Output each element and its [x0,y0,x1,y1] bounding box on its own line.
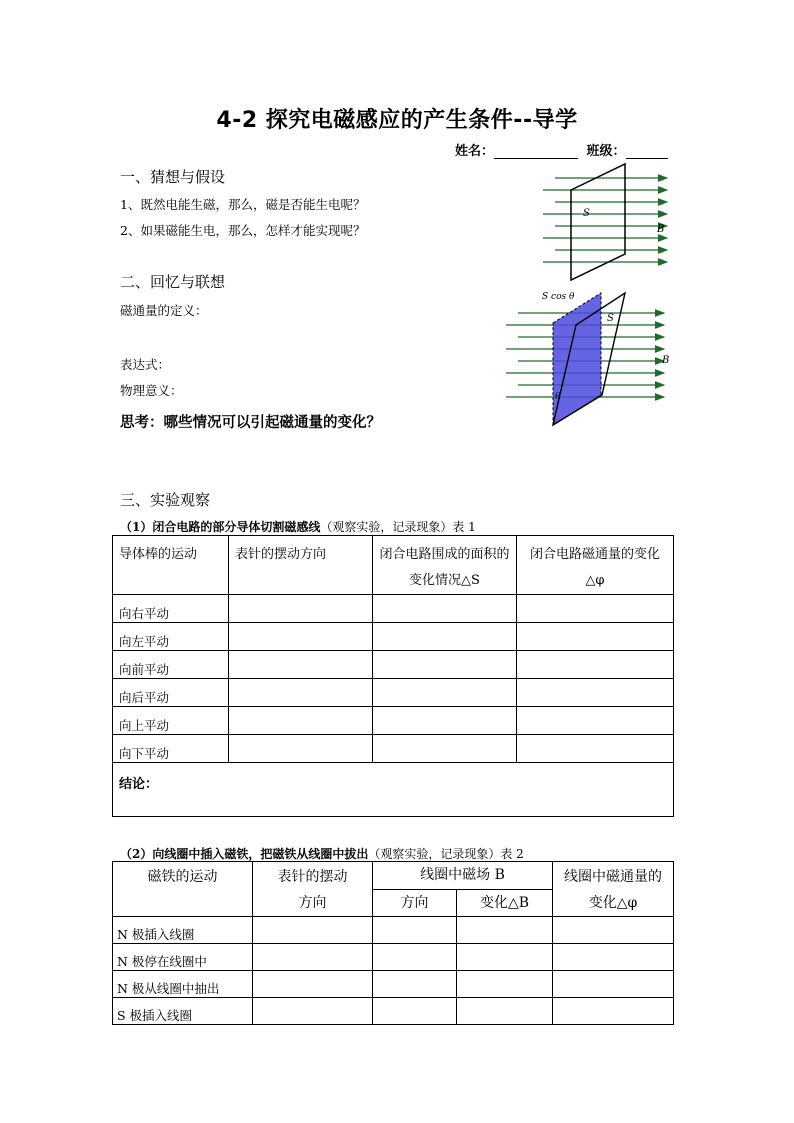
cell[interactable] [517,735,674,763]
cell[interactable] [373,679,517,707]
cell[interactable] [229,735,373,763]
row-label: 向上平动 [113,707,229,735]
cell[interactable] [457,998,553,1025]
table1-caption-bold: （1）闭合电路的部分导体切割磁感线 [120,520,321,534]
field-b-label-2: B [662,355,670,366]
cell[interactable] [517,679,674,707]
t2-header-field: 线圈中磁场 B [373,862,553,890]
flux-plane-figure [515,160,675,282]
cell[interactable] [517,651,674,679]
table-row [113,651,674,679]
table2 [112,861,674,1025]
table-row [113,595,674,623]
flux-definition-label: 磁通量的定义： [120,303,208,318]
row-label: 向后平动 [113,679,229,707]
field-b-label: B [657,224,665,235]
table-row [113,917,674,944]
cell[interactable] [517,623,674,651]
area-label: S [583,208,590,219]
t2-header-needle: 表针的摆动方向 [253,862,373,917]
tilted-plane-figure [500,285,680,430]
t2-header-change: 变化△B [457,889,553,917]
table-row [113,971,674,998]
row-label: 向右平动 [113,595,229,623]
table-row [113,623,674,651]
field-lines [543,178,667,262]
conclusion-cell[interactable] [113,763,674,817]
row-label: 向左平动 [113,623,229,651]
cell[interactable] [373,735,517,763]
table-row [113,707,674,735]
table-row [113,735,674,763]
cell[interactable] [229,707,373,735]
cell[interactable] [229,623,373,651]
t1-header-motion: 导体棒的运动 [113,536,229,595]
cell[interactable] [517,595,674,623]
cell[interactable] [373,623,517,651]
cell[interactable] [457,917,553,944]
row-label: 向下平动 [113,735,229,763]
row-label: 向前平动 [113,651,229,679]
t1-header-needle: 表针的摆动方向 [229,536,373,595]
cell[interactable] [373,917,457,944]
cell[interactable] [373,707,517,735]
cell[interactable] [373,944,457,971]
section3-heading: 三、实验观察 [120,491,211,509]
cell[interactable] [457,944,553,971]
section2-heading: 二、回忆与联想 [120,273,226,291]
conclusion-row [113,763,674,817]
class-blank[interactable] [626,144,668,159]
name-class-line [455,140,668,159]
table1-caption-rest: （观察实验，记录现象）表 1 [320,520,476,534]
cell[interactable] [457,971,553,998]
cell[interactable] [553,917,674,944]
theta-label: θ [555,392,561,402]
expression-label: 表达式： [120,357,171,372]
cell[interactable] [253,917,373,944]
row-label: N 极停在线圈中 [113,944,253,971]
area-s-label: S [607,313,614,324]
think-question: 思考：哪些情况可以引起磁通量的变化？ [120,415,381,431]
name-blank[interactable] [494,144,578,159]
table2-header-row-1 [113,862,674,890]
row-label: N 极从线圈中抽出 [113,971,253,998]
table2-caption-rest: （观察实验，记录现象）表 2 [368,847,524,861]
cell[interactable] [373,971,457,998]
cell[interactable] [229,595,373,623]
table-row [113,998,674,1025]
table-row [113,679,674,707]
t1-header-flux: 闭合电路磁通量的变化△φ [517,536,674,595]
name-label: 姓名： [455,144,495,159]
table1-header-row [113,536,674,595]
row-label: S 极插入线圈 [113,998,253,1025]
t2-header-direction: 方向 [373,889,457,917]
page-title: 4-2 探究电磁感应的产生条件--导学 [216,108,578,133]
class-label: 班级： [586,144,626,159]
cell[interactable] [553,971,674,998]
cell[interactable] [553,998,674,1025]
cell[interactable] [253,944,373,971]
cell[interactable] [373,651,517,679]
cell[interactable] [229,651,373,679]
table1-caption [120,518,476,535]
cell[interactable] [253,971,373,998]
cell[interactable] [517,707,674,735]
table1 [112,535,674,817]
question-2: 2、如果磁能生电，那么，怎样才能实现呢？ [120,223,366,238]
table2-caption [120,845,524,862]
conclusion-label: 结论： [119,777,159,792]
t2-header-flux: 线圈中磁通量的变化△φ [553,862,674,917]
cell[interactable] [229,679,373,707]
section1-heading: 一、猜想与假设 [120,168,226,186]
cell[interactable] [373,998,457,1025]
t2-header-motion: 磁铁的运动 [113,862,253,917]
table2-caption-bold: （2）向线圈中插入磁铁，把磁铁从线圈中拔出 [120,847,369,861]
cell[interactable] [373,595,517,623]
physical-meaning-label: 物理意义： [120,383,183,398]
question-1: 1、既然电能生磁，那么，磁是否能生电呢？ [120,197,366,212]
t1-header-area: 闭合电路围成的面积的变化情况△S [373,536,517,595]
table-row [113,944,674,971]
row-label: N 极插入线圈 [113,917,253,944]
cell[interactable] [553,944,674,971]
cell[interactable] [253,998,373,1025]
scos-label: S cos θ [542,292,575,302]
